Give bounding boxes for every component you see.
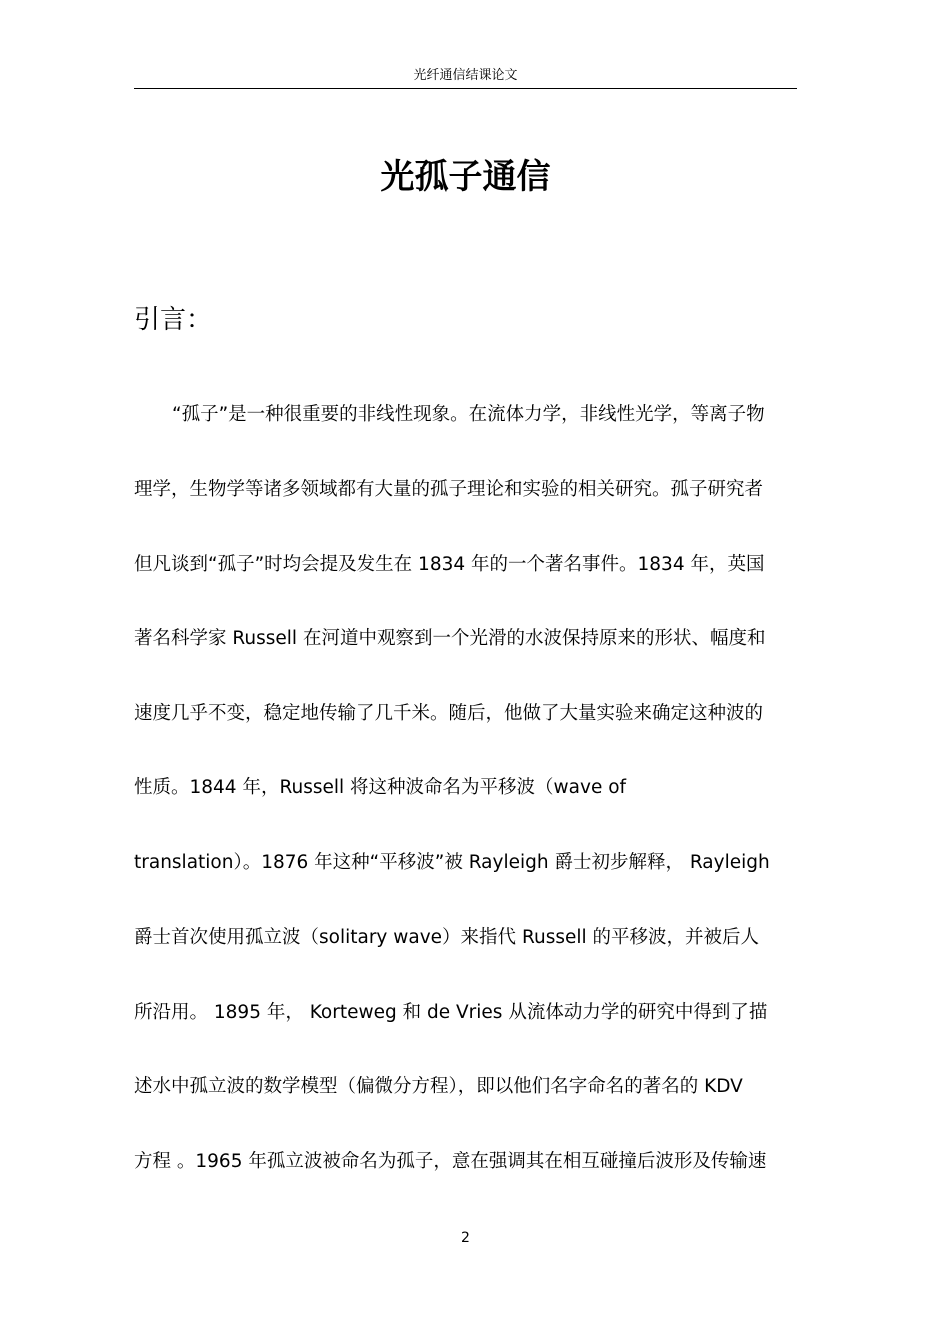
paragraph-line: “孤子”是一种很重要的非线性现象。在流体力学，非线性光学，等离子物 <box>172 404 765 425</box>
paragraph-line: 方程 。1965 年孤立波被命名为孤子，意在强调其在相互碰撞后波形及传输速 <box>134 1151 767 1172</box>
paragraph-line: 述水中孤立波的数学模型（偏微分方程），即以他们名字命名的著名的 KDV <box>134 1076 743 1097</box>
paragraph-line: 爵士首次使用孤立波（solitary wave）来指代 Russell 的平移波，并被后人 <box>134 927 760 948</box>
page-number: 2 <box>461 1230 470 1246</box>
paragraph-line: 著名科学家 Russell 在河道中观察到一个光滑的水波保持原来的形状、幅度和 <box>134 628 766 649</box>
paragraph-line: 速度几乎不变，稳定地传输了几千米。随后，他做了大量实验来确定这种波的 <box>134 703 764 724</box>
document-title: 光孤子通信 <box>380 157 551 197</box>
paragraph-line: 所沿用。 1895 年， Korteweg 和 de Vries 从流体动力学的研究中得到了描 <box>134 1002 768 1023</box>
section-heading: 引言： <box>134 305 213 335</box>
paragraph-line: 理学，生物学等诸多领域都有大量的孤子理论和实验的相关研究。孤子研究者 <box>134 479 764 500</box>
paragraph-line: 性质。1844 年，Russell 将这种波命名为平移波（wave of <box>134 777 627 798</box>
running-header: 光纤通信结课论文 <box>413 68 518 83</box>
header-rule <box>134 88 797 89</box>
paragraph-line: 但凡谈到“孤子”时均会提及发生在 1834 年的一个著名事件。1834 年，英国 <box>134 554 765 575</box>
paragraph-line: translation）。1876 年这种“平移波”被 Rayleigh 爵士初步解释， Rayleigh <box>134 852 770 873</box>
